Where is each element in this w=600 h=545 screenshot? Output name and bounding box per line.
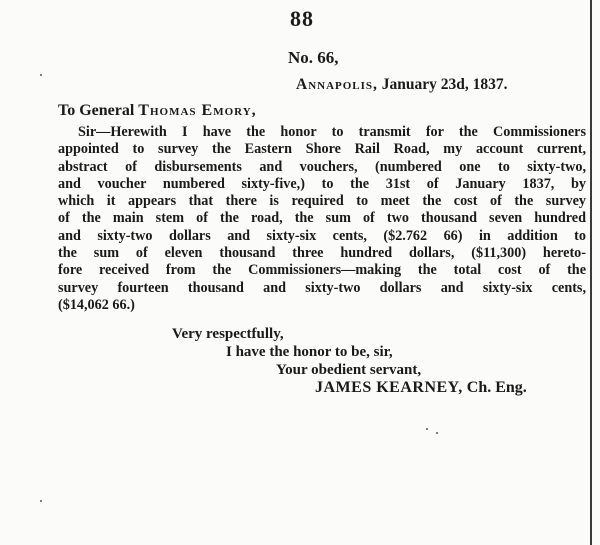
body-line: fore received from the Commissioners—making the total cost of the	[58, 262, 586, 279]
letter-body	[58, 124, 586, 314]
body-line: survey fourteen thousand and sixty-two dollars and sixty-six cents,	[58, 279, 586, 296]
body-line: and voucher numbered sixty-five,) to the 31st of January 1837, by	[58, 175, 586, 192]
body-line: appointed to survey the Eastern Shore Rail Road, my account current,	[58, 141, 586, 158]
document-number: No. 66,	[288, 48, 339, 67]
scan-speck	[40, 500, 42, 502]
scan-speck	[40, 74, 42, 76]
place-date-line	[296, 76, 508, 94]
page-number: 88	[290, 6, 314, 31]
place: Annapolis,	[296, 76, 378, 93]
body-line: Sir—Herewith I have the honor to transmit for the Commissioners	[78, 124, 586, 140]
signature-line	[315, 379, 527, 397]
salutation	[58, 102, 257, 120]
scan-speck	[426, 428, 428, 430]
closing-line-1: Very respectfully,	[172, 326, 284, 342]
scan-speck	[436, 432, 438, 434]
body-line: and sixty-two dollars and sixty-six cents, ($2.762 66) in addition to	[58, 227, 586, 244]
date: January 23d, 1837.	[381, 76, 508, 93]
body-line: ($14,062 66.)	[58, 296, 135, 313]
closing-line-2: I have the honor to be, sir,	[226, 344, 393, 360]
page-edge-line	[590, 0, 592, 545]
salutation-name: Thomas Emory,	[138, 102, 257, 119]
body-line: of the main stem of the road, the sum of two thousand seven hundred	[58, 210, 586, 227]
body-line: abstract of disbursements and vouchers, (numbered one to sixty-two,	[58, 158, 586, 175]
signature-title: Ch. Eng.	[466, 379, 527, 396]
closing-line-3: Your obedient servant,	[276, 362, 422, 378]
signature-name: JAMES KEARNEY,	[315, 379, 463, 396]
salutation-prefix: To General	[58, 102, 135, 119]
body-line: which it appears that there is required to meet the cost of the survey	[58, 193, 586, 210]
body-line: the sum of eleven thousand three hundred dollars, ($11,300) hereto-	[58, 245, 586, 262]
